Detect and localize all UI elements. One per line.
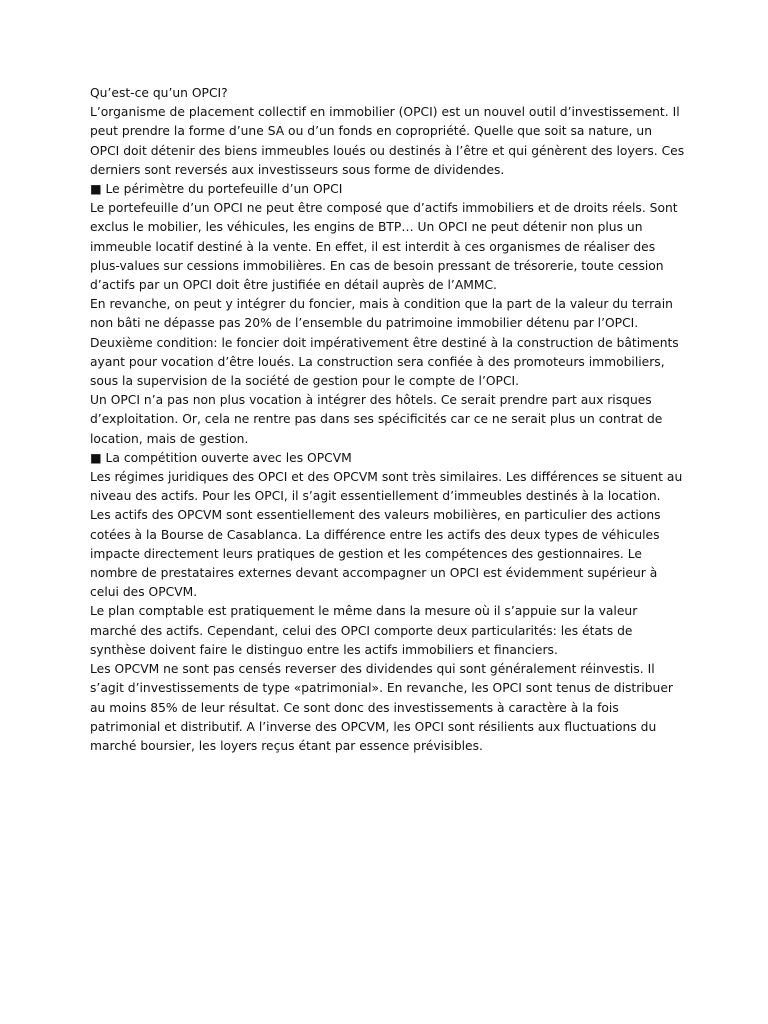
paragraph: Le plan comptable est pratiquement le même dans la mesure où il s’appuie sur la valeur marché des actifs. Cependant, celui des OPCI comporte deux particularités: les états de synthèse doivent faire le distinguo entre les actifs immobiliers et financiers. (90, 604, 638, 657)
paragraph: Un OPCI n’a pas non plus vocation à intégrer des hôtels. Ce serait prendre part aux risques d’exploitation. Or, cela ne rentre pas dans ses spécificités car ce ne serait plus un contrat de location, mais de gestion. (90, 393, 663, 446)
section-heading-competition: ■ La compétition ouverte avec les OPCVM (90, 450, 352, 465)
paragraph: Les OPCVM ne sont pas censés reverser des dividendes qui sont généralement réinvestis. Il s’agit d’investissements de type «patrimonial». En revanche, les OPCI sont tenus de distribuer au moins 85% de leur résultat. Ce sont donc des investissements à caractère à la fois patrimonial et distributif. A l’inverse des OPCVM, les OPCI sont résilients aux fluctuations du marché boursier, les loyers reçus étant par essence prévisibles. (90, 662, 673, 753)
paragraph: Les régimes juridiques des OPCI et des OPCVM sont très similaires. Les différences se situent au niveau des actifs. Pour les OPCI, il s’agit essentiellement d’immeubles destinés à la location. Les actifs des OPCVM sont essentiellement des valeurs mobilières, en particulier des actions cotées à la Bourse de Casablanca. La différence entre les actifs des deux types de véhicules impacte directement leurs pratiques de gestion et les compétences des gestionnaires. Le nombre de prestataires externes devant accompagner un OPCI est évidemment supérieur à celui des OPCVM. (90, 470, 683, 600)
document-title: Qu’est-ce qu’un OPCI? (90, 86, 228, 100)
paragraph: Le portefeuille d’un OPCI ne peut être composé que d’actifs immobiliers et de droits réels. Sont exclus le mobilier, les véhicules, les engins de BTP… Un OPCI ne peut détenir non plus un immeuble locatif destiné à la vente. En effet, il est interdit à ces organismes de réaliser des plus-values sur cessions immobilières. En cas de besoin pressant de trésorerie, toute cession d’actifs par un OPCI doit être justifiée en détail auprès de l’AMMC. (90, 201, 678, 293)
document-page (90, 84, 685, 756)
intro-paragraph: L’organisme de placement collectif en immobilier (OPCI) est un nouvel outil d’investissement. Il peut prendre la forme d’une SA ou d’un fonds en copropriété. Quelle que soit sa nature, un OPCI doit détenir des biens immeubles loués ou destinés à l’être et qui génèrent des loyers. Ces derniers sont reversés aux investisseurs sous forme de dividendes. (90, 105, 685, 177)
section-heading-perimetre: ■ Le périmètre du portefeuille d’un OPCI (90, 182, 343, 197)
paragraph: En revanche, on peut y intégrer du foncier, mais à condition que la part de la valeur du terrain non bâti ne dépasse pas 20% de l’ensemble du patrimoine immobilier détenu par l’OPCI. Deuxième condition: le foncier doit impérativement être destiné à la construction de bâtiments ayant pour vocation d’être loués. La construction sera confiée à des promoteurs immobiliers, sous la supervision de la société de gestion pour le compte de l’OPCI. (90, 297, 679, 389)
